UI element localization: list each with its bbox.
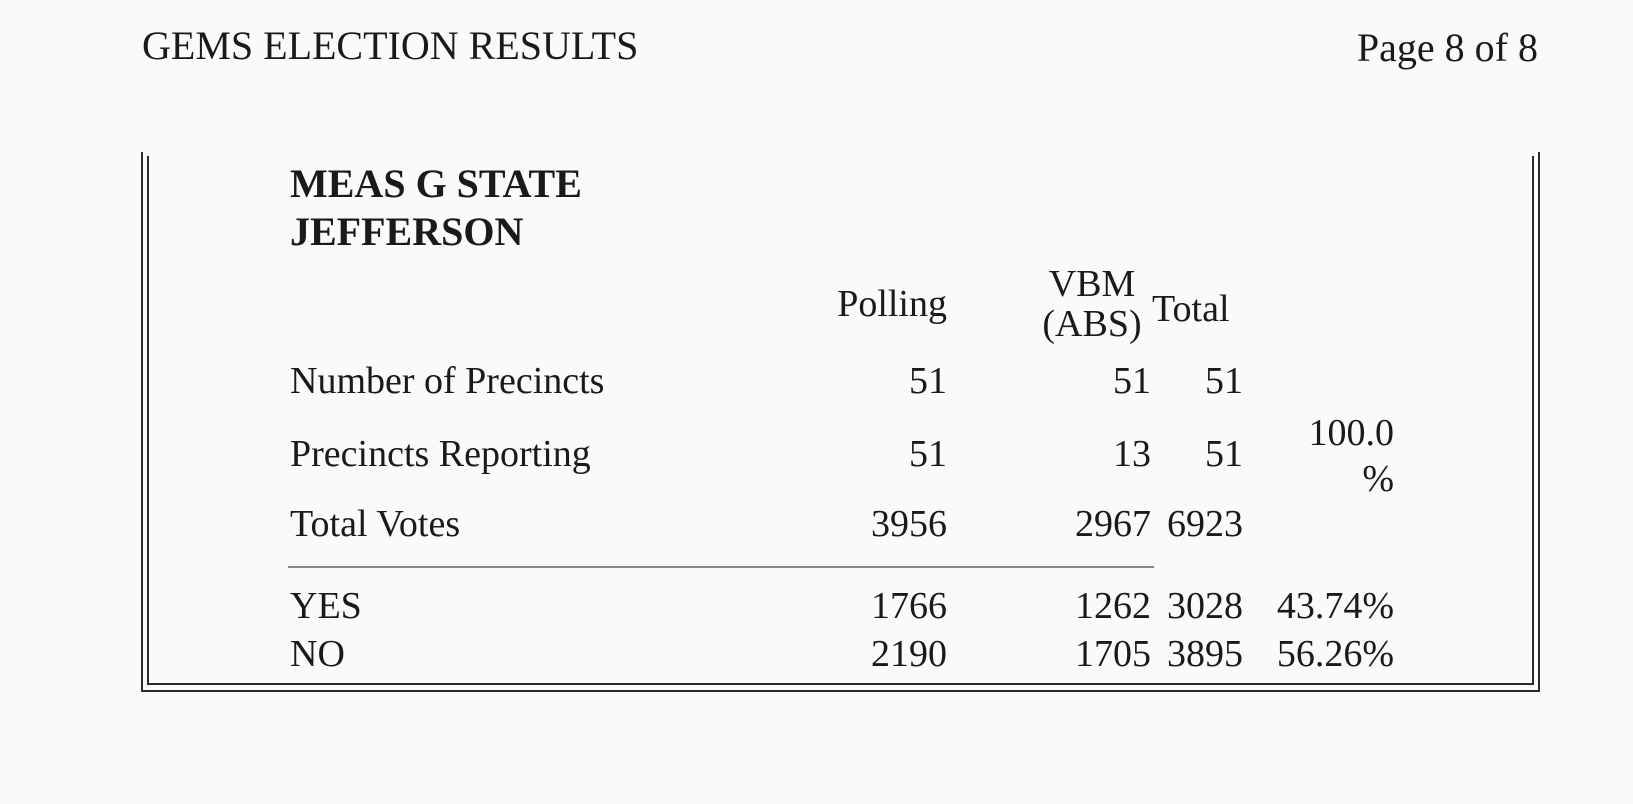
separator-rule xyxy=(288,566,1154,568)
reporting-percent xyxy=(1309,410,1395,502)
row-label-reporting: Precincts Reporting xyxy=(290,433,591,475)
column-header-vbm xyxy=(1030,264,1154,344)
reporting-polling: 51 xyxy=(909,433,947,475)
column-header-polling: Polling xyxy=(837,283,947,325)
page-header-title: GEMS ELECTION RESULTS xyxy=(142,23,639,68)
no-polling: 2190 xyxy=(871,633,947,675)
column-header-vbm-line1: VBM xyxy=(1048,263,1136,305)
votes-vbm: 2967 xyxy=(1075,503,1151,545)
measure-title: MEAS G STATE JEFFERSON xyxy=(290,161,582,254)
votes-total: 6923 xyxy=(1167,503,1243,545)
row-label-total-votes: Total Votes xyxy=(290,503,461,545)
precincts-polling: 51 xyxy=(909,360,947,402)
no-vbm: 1705 xyxy=(1075,633,1151,675)
column-header-vbm-line2: (ABS) xyxy=(1042,303,1142,345)
choice-label-no: NO xyxy=(290,633,345,675)
choice-label-yes: YES xyxy=(290,585,362,627)
row-label-precincts: Number of Precincts xyxy=(290,360,605,402)
column-header-total: Total xyxy=(1152,288,1230,330)
reporting-vbm: 13 xyxy=(1113,433,1151,475)
precincts-total: 51 xyxy=(1205,360,1243,402)
precincts-vbm: 51 xyxy=(1113,360,1151,402)
yes-polling: 1766 xyxy=(871,585,947,627)
yes-percent: 43.74% xyxy=(1276,585,1394,627)
reporting-total: 51 xyxy=(1205,433,1243,475)
reporting-percent-value: 100.0 xyxy=(1308,412,1394,454)
no-total: 3895 xyxy=(1167,633,1243,675)
no-percent: 56.26% xyxy=(1276,633,1394,675)
page-number: Page 8 of 8 xyxy=(1356,25,1538,70)
reporting-percent-sign: % xyxy=(1362,458,1394,500)
yes-total: 3028 xyxy=(1167,585,1243,627)
yes-vbm: 1262 xyxy=(1075,585,1151,627)
votes-polling: 3956 xyxy=(871,503,947,545)
